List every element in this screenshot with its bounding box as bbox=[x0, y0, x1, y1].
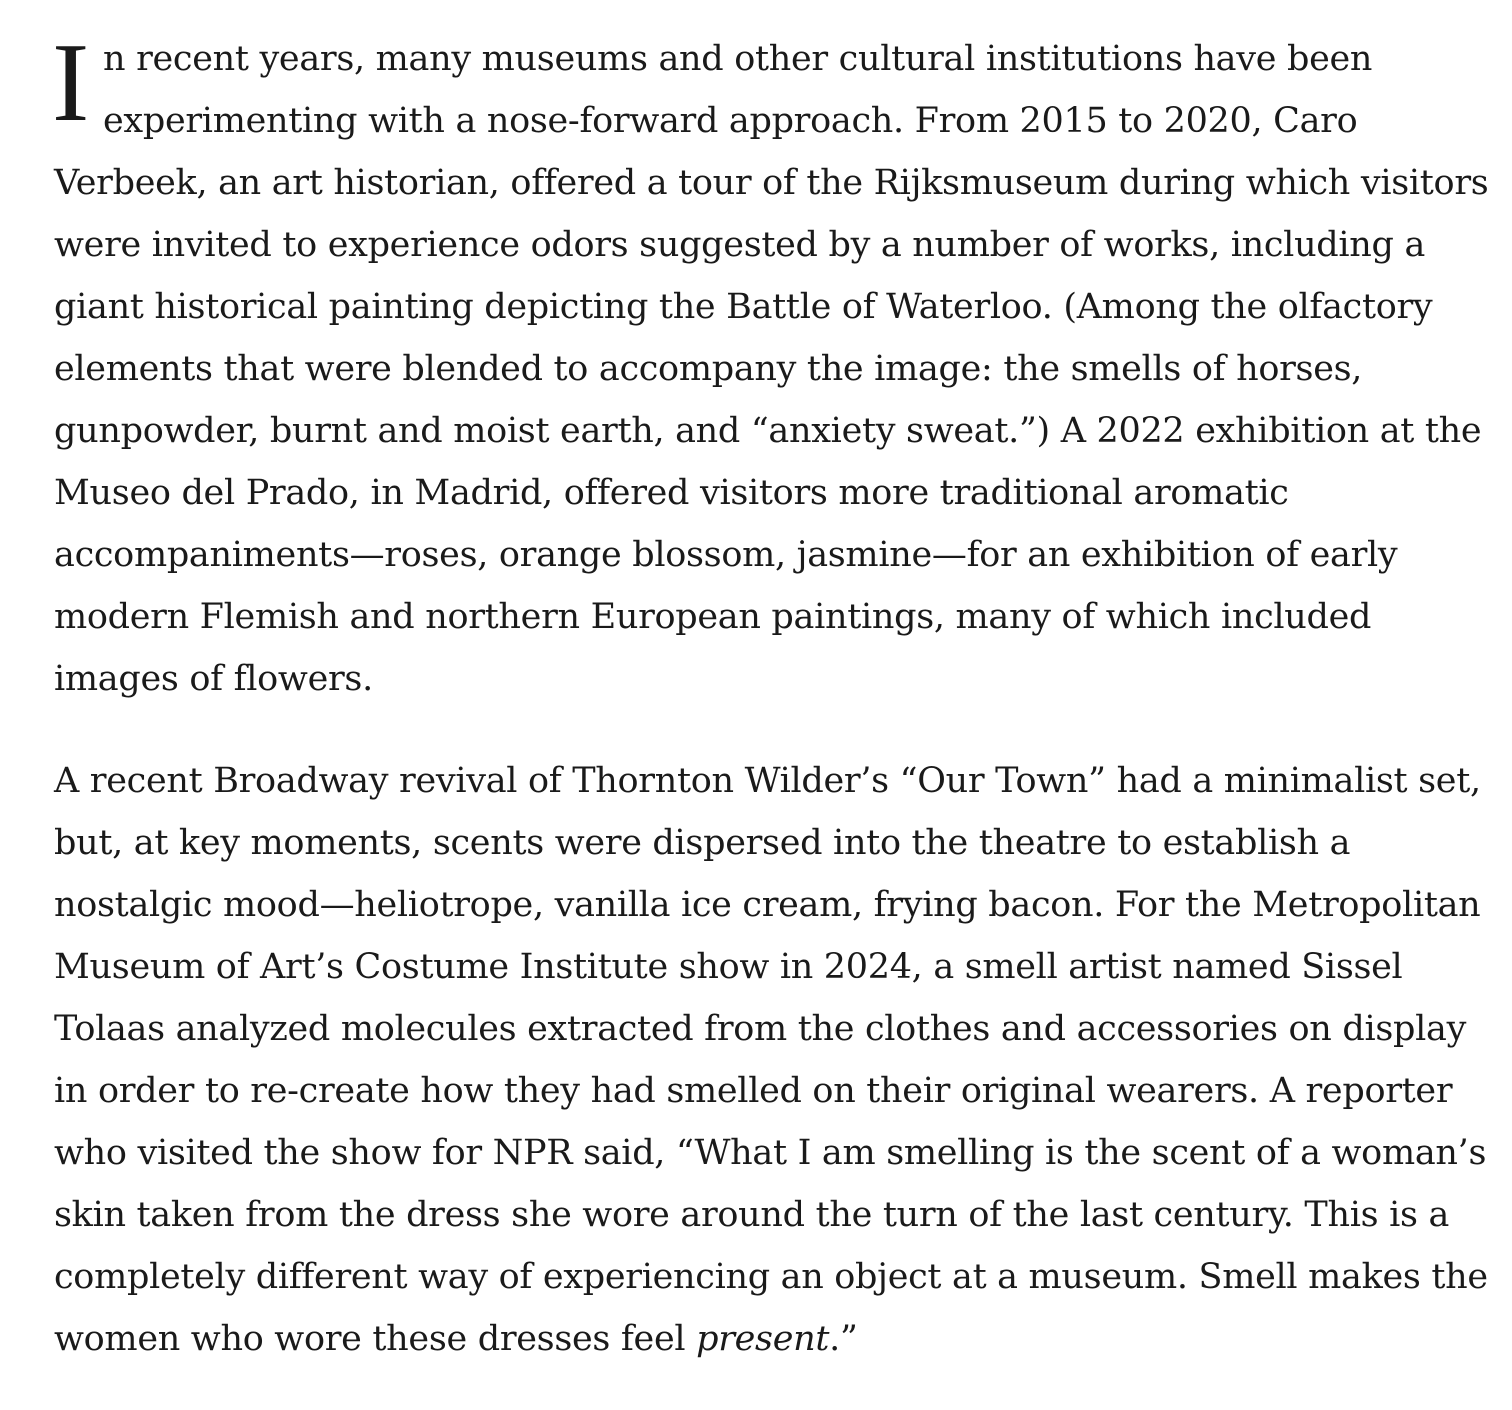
article-body bbox=[52, 21, 1490, 1410]
paragraph-2 bbox=[54, 750, 1490, 1370]
drop-cap: I bbox=[52, 21, 89, 145]
paragraph-1-text: n recent years, many museums and other cultural institutions have been experimenting with a nose-forward approach. From 2015 to 2020, Caro Verbeek, an art historian, offered a tour of the Rijksmuseum during which visitors were invited to experience odors suggested by a number of works, including a giant historical painting depicting the Battle of Waterloo. (Among the olfactory elements that were blended to accompany the image: the smells of horses, gunpowder, burnt and moist earth, and “anxiety sweat.”) A 2022 exhibition at the Museo del Prado, in Madrid, offered visitors more traditional aromatic accompaniments—roses, orange blossom, jasmine—for an exhibition of early modern Flemish and northern European paintings, many of which included images of flowers. bbox=[54, 39, 1489, 699]
emphasis-present: present bbox=[696, 1319, 830, 1359]
paragraph-2-text: A recent Broadway revival of Thornton Wilder’s “Our Town” had a minimalist set, but, at key moments, scents were dispersed into the theatre to establish a nostalgic mood—heliotrope, vanilla ice cream, frying bacon. For the Metropolitan Museum of Art’s Costume Institute show in 2024, a smell artist named Sissel Tolaas analyzed molecules extracted from the clothes and accessories on display in order to re-create how they had smelled on their original wearers. A reporter who visited the show for NPR said, “What I am smelling is the scent of a woman’s skin taken from the dress she wore around the turn of the last century. This is a completely different way of experiencing an object at a museum. Smell makes the women who wore these dresses feel bbox=[54, 761, 1488, 1359]
paragraph-2-closing: .” bbox=[829, 1319, 858, 1359]
paragraph-1 bbox=[52, 21, 1490, 710]
